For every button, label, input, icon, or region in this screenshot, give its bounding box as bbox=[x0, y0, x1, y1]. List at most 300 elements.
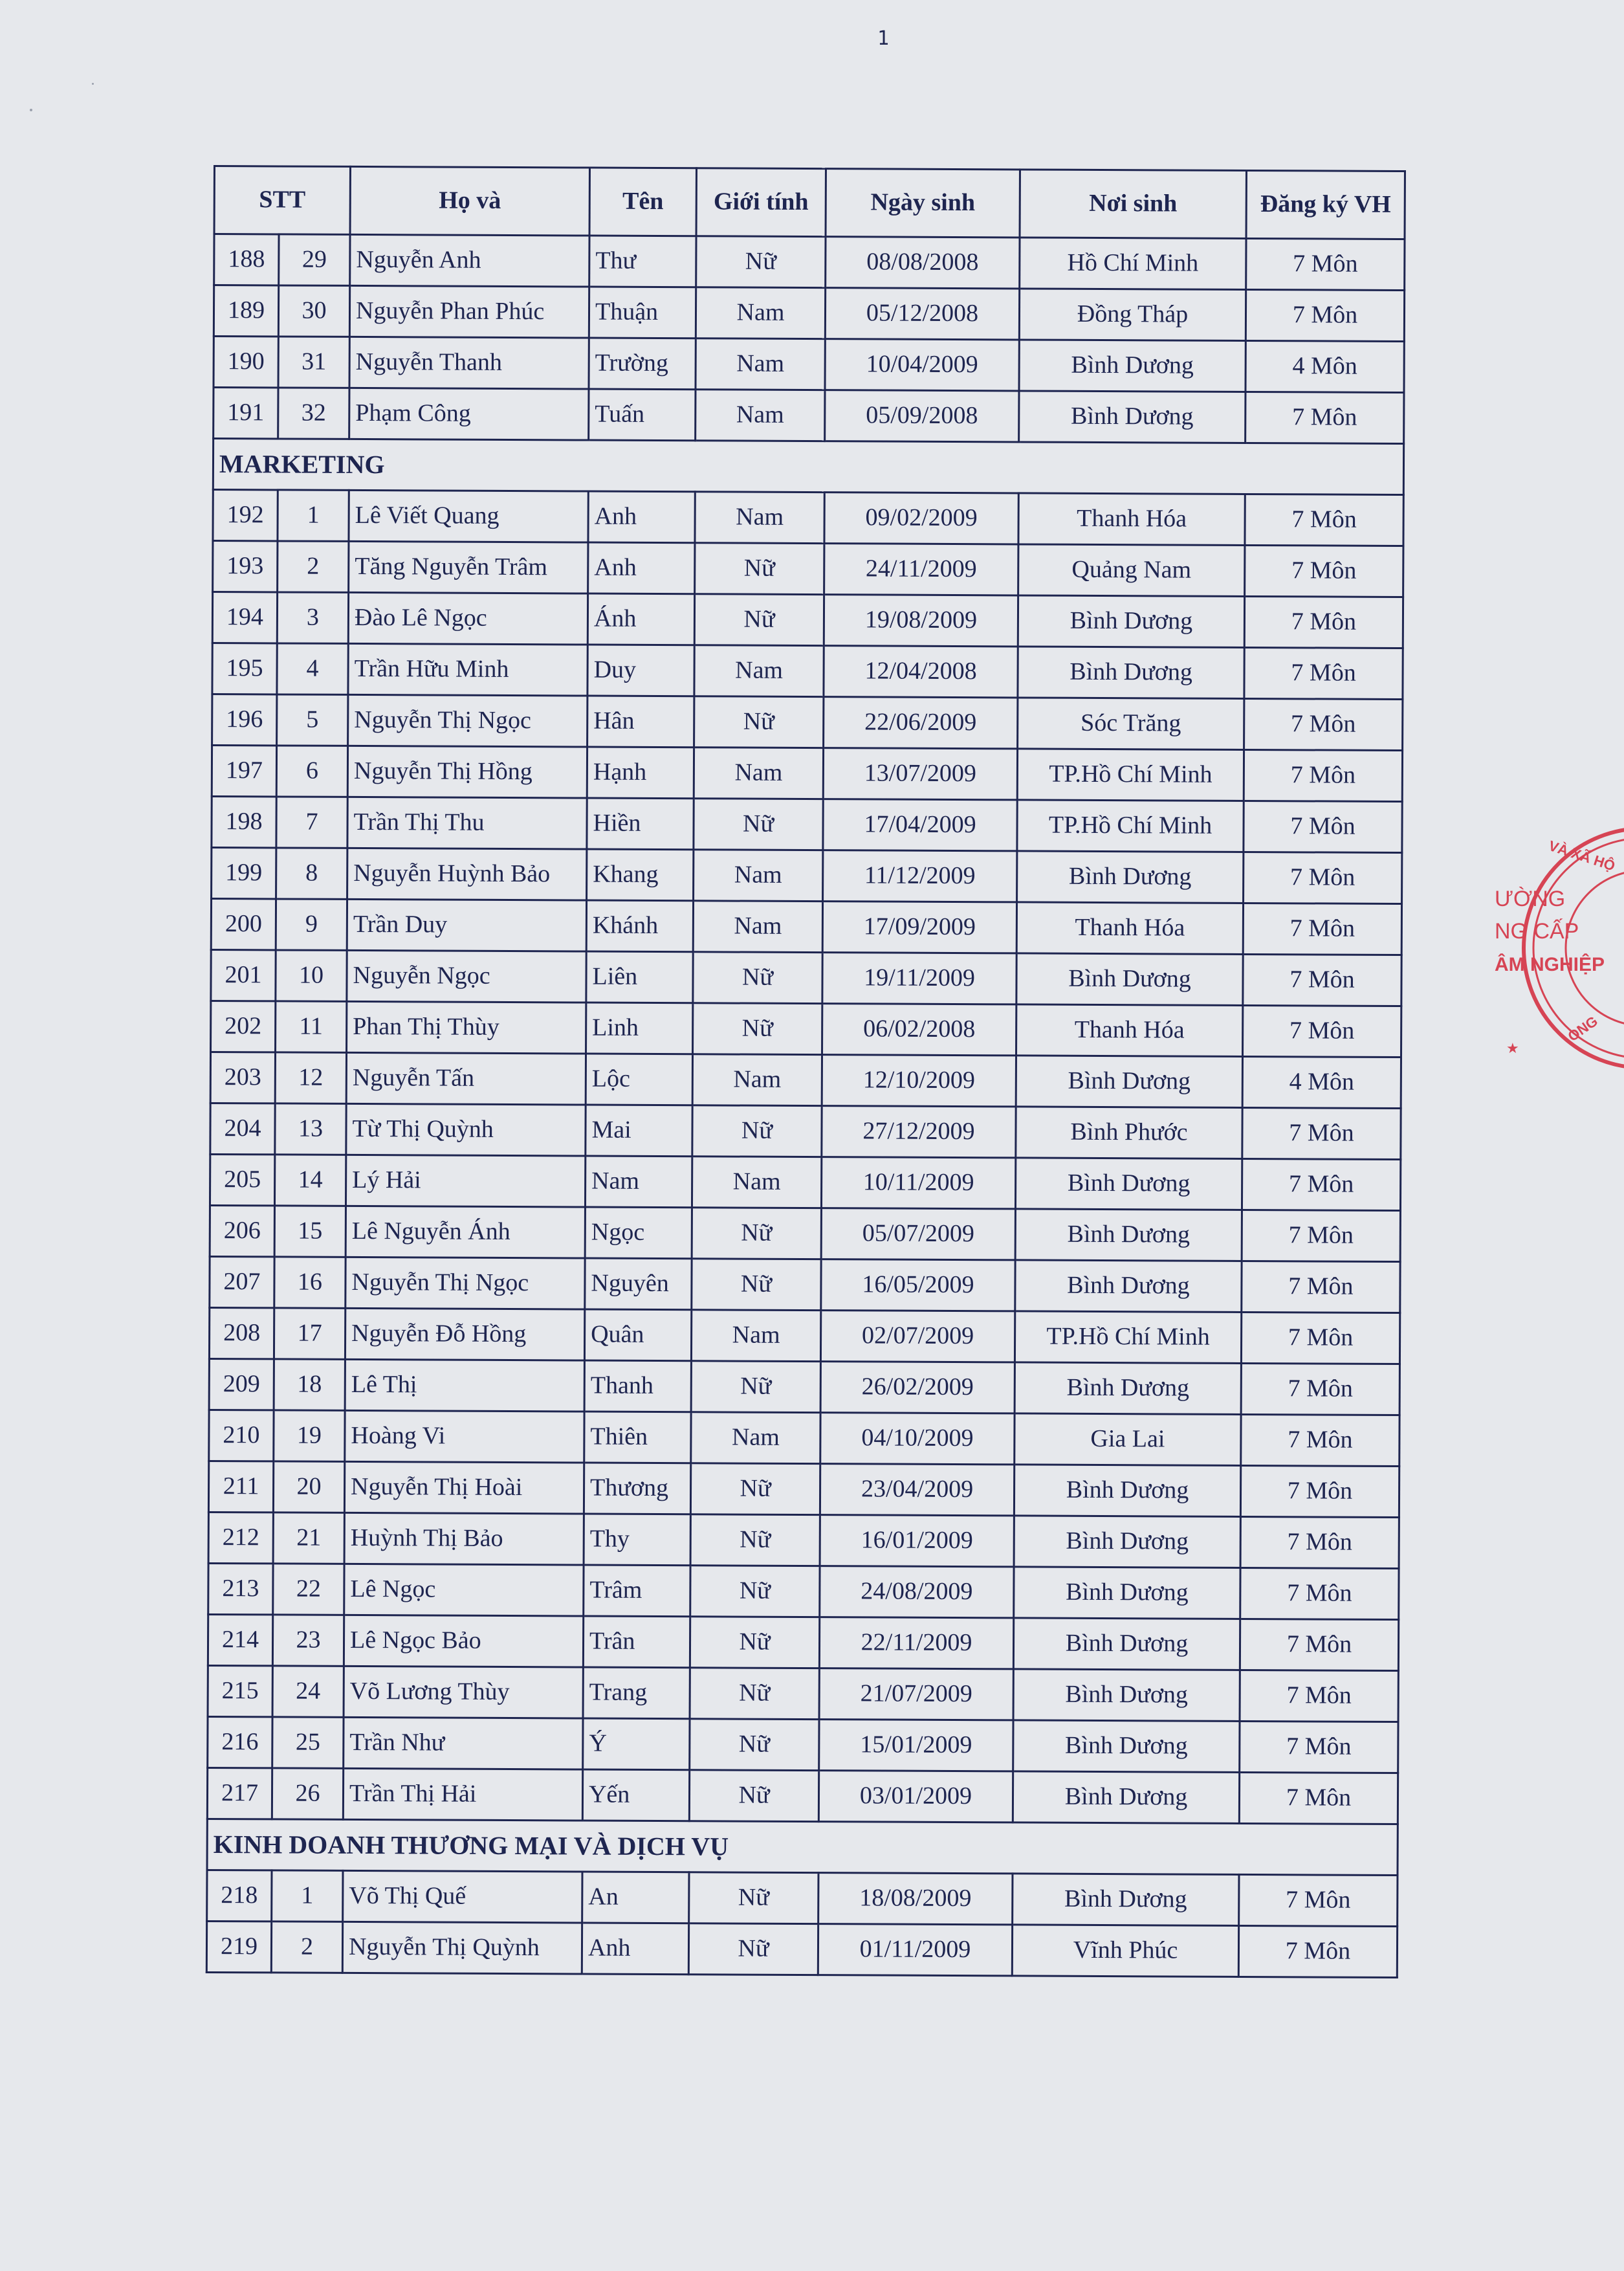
header-ngay-sinh: Ngày sinh bbox=[826, 169, 1020, 238]
cell-gioi-tinh: Nam bbox=[696, 338, 825, 390]
cell-noi-sinh: Bình Dương bbox=[1016, 1056, 1242, 1108]
cell-number: 22 bbox=[273, 1564, 344, 1615]
cell-stt: 198 bbox=[212, 796, 276, 847]
table-row bbox=[211, 949, 1401, 1006]
cell-dang-ky: 7 Môn bbox=[1244, 647, 1403, 699]
cell-number: 23 bbox=[272, 1615, 344, 1666]
table-row bbox=[212, 694, 1403, 750]
cell-dang-ky: 7 Môn bbox=[1244, 596, 1403, 648]
cell-dang-ky: 7 Môn bbox=[1243, 1005, 1401, 1057]
cell-stt: 216 bbox=[208, 1716, 272, 1767]
cell-noi-sinh: Bình Dương bbox=[1015, 1209, 1242, 1261]
header-ten: Tên bbox=[589, 168, 696, 236]
cell-ngay-sinh: 08/08/2008 bbox=[826, 237, 1020, 289]
cell-gioi-tinh: Nữ bbox=[689, 1770, 818, 1822]
cell-noi-sinh: TP.Hồ Chí Minh bbox=[1017, 800, 1244, 852]
table-row bbox=[207, 1767, 1398, 1824]
table-row bbox=[208, 1665, 1398, 1722]
cell-ten: Nguyên bbox=[585, 1258, 692, 1310]
cell-number: 21 bbox=[273, 1512, 344, 1564]
cell-ho-va: Trần Hữu Minh bbox=[348, 643, 587, 696]
cell-number: 4 bbox=[277, 643, 348, 694]
cell-dang-ky: 7 Môn bbox=[1239, 1772, 1398, 1824]
cell-noi-sinh: Bình Dương bbox=[1013, 1669, 1240, 1722]
table-row bbox=[210, 1256, 1400, 1313]
cell-gioi-tinh: Nữ bbox=[688, 1923, 818, 1975]
cell-gioi-tinh: Nữ bbox=[694, 594, 824, 646]
cell-noi-sinh: Vĩnh Phúc bbox=[1012, 1925, 1238, 1977]
cell-noi-sinh: Bình Dương bbox=[1015, 1362, 1241, 1415]
cell-number: 16 bbox=[274, 1257, 346, 1308]
cell-ten: Thiên bbox=[584, 1412, 691, 1463]
page-number: 1 bbox=[877, 27, 890, 50]
cell-number: 31 bbox=[278, 337, 349, 388]
cell-number: 7 bbox=[276, 797, 347, 848]
section-header-row bbox=[207, 1819, 1398, 1875]
cell-dang-ky: 7 Môn bbox=[1244, 698, 1403, 750]
cell-ngay-sinh: 16/01/2009 bbox=[820, 1515, 1014, 1567]
cell-stt: 196 bbox=[212, 694, 277, 745]
cell-stt: 219 bbox=[206, 1921, 271, 1972]
cell-number: 29 bbox=[279, 234, 350, 285]
cell-number: 18 bbox=[274, 1359, 345, 1410]
cell-stt: 193 bbox=[213, 541, 278, 592]
cell-dang-ky: 7 Môn bbox=[1240, 1670, 1398, 1722]
cell-noi-sinh: Bình Dương bbox=[1014, 1516, 1240, 1568]
cell-ten: Ngọc bbox=[585, 1207, 692, 1259]
cell-number: 32 bbox=[278, 388, 349, 439]
table-body bbox=[206, 234, 1405, 1978]
cell-stt: 199 bbox=[212, 847, 276, 898]
cell-dang-ky: 7 Môn bbox=[1238, 1925, 1397, 1977]
cell-ngay-sinh: 24/08/2009 bbox=[820, 1566, 1014, 1618]
cell-ho-va: Nguyễn Tấn bbox=[346, 1052, 586, 1105]
cell-dang-ky: 7 Môn bbox=[1245, 289, 1404, 341]
cell-noi-sinh: Đồng Tháp bbox=[1019, 289, 1245, 341]
cell-noi-sinh: Bình Dương bbox=[1015, 1260, 1242, 1313]
cell-number: 2 bbox=[271, 1922, 342, 1973]
cell-gioi-tinh: Nam bbox=[693, 901, 822, 953]
cell-number: 8 bbox=[276, 848, 347, 899]
cell-dang-ky: 7 Môn bbox=[1246, 238, 1405, 290]
cell-ten: Thy bbox=[584, 1514, 690, 1566]
cell-ngay-sinh: 09/02/2009 bbox=[824, 493, 1018, 544]
section-title: KINH DOANH THƯƠNG MẠI VÀ DỊCH VỤ bbox=[207, 1819, 1398, 1875]
cell-gioi-tinh: Nữ bbox=[690, 1719, 819, 1771]
cell-noi-sinh: Bình Dương bbox=[1013, 1720, 1240, 1773]
cell-gioi-tinh: Nữ bbox=[692, 1208, 821, 1259]
table-row bbox=[210, 1103, 1401, 1159]
cell-number: 24 bbox=[272, 1666, 344, 1717]
cell-noi-sinh: Bình Dương bbox=[1018, 647, 1244, 699]
table-row bbox=[209, 1410, 1399, 1466]
cell-ten: Liên bbox=[586, 951, 693, 1003]
table-row bbox=[208, 1461, 1399, 1517]
cell-dang-ky: 7 Môn bbox=[1243, 903, 1401, 955]
cell-ngay-sinh: 26/02/2009 bbox=[820, 1362, 1015, 1413]
cell-dang-ky: 7 Môn bbox=[1240, 1568, 1399, 1619]
cell-gioi-tinh: Nữ bbox=[696, 236, 826, 288]
table-row bbox=[214, 388, 1404, 444]
cell-ten: Trường bbox=[589, 338, 696, 390]
cell-number: 19 bbox=[274, 1410, 345, 1461]
cell-gioi-tinh: Nam bbox=[695, 492, 824, 544]
seal-line-1: ƯỜNG bbox=[1495, 887, 1566, 911]
table-row bbox=[211, 1001, 1401, 1057]
cell-ngay-sinh: 05/07/2009 bbox=[821, 1208, 1015, 1260]
seal-star-icon: ★ bbox=[1506, 1041, 1519, 1057]
cell-ho-va: Trần Như bbox=[344, 1717, 583, 1769]
cell-ten: Ý bbox=[583, 1718, 690, 1770]
cell-ten: Hiền bbox=[587, 798, 694, 850]
cell-stt: 203 bbox=[210, 1052, 275, 1103]
cell-ho-va: Nguyễn Đỗ Hồng bbox=[345, 1308, 584, 1360]
cell-noi-sinh: Thanh Hóa bbox=[1016, 1004, 1243, 1057]
cell-noi-sinh: Bình Dương bbox=[1013, 1618, 1240, 1670]
table-row bbox=[214, 234, 1405, 291]
header-dang-ky: Đăng ký VH bbox=[1246, 170, 1405, 239]
cell-noi-sinh: Thanh Hóa bbox=[1018, 493, 1245, 546]
school-seal-stamp bbox=[1495, 812, 1624, 1084]
cell-gioi-tinh: Nữ bbox=[690, 1514, 820, 1566]
section-title: MARKETING bbox=[213, 439, 1403, 495]
cell-stt: 217 bbox=[207, 1767, 272, 1819]
cell-gioi-tinh: Nam bbox=[691, 1310, 820, 1362]
cell-ngay-sinh: 01/11/2009 bbox=[818, 1924, 1012, 1976]
cell-ngay-sinh: 16/05/2009 bbox=[821, 1259, 1015, 1311]
cell-noi-sinh: Bình Dương bbox=[1019, 340, 1245, 392]
cell-noi-sinh: Bình Dương bbox=[1014, 1567, 1240, 1619]
table-row bbox=[209, 1358, 1399, 1415]
cell-gioi-tinh: Nữ bbox=[693, 1003, 822, 1055]
table-row bbox=[212, 745, 1402, 801]
cell-noi-sinh: Sóc Trăng bbox=[1018, 698, 1244, 750]
cell-ho-va: Nguyễn Thị Hồng bbox=[347, 746, 587, 798]
cell-ngay-sinh: 24/11/2009 bbox=[824, 544, 1018, 595]
cell-ngay-sinh: 19/11/2009 bbox=[822, 953, 1016, 1004]
table-row bbox=[206, 1921, 1397, 1977]
cell-gioi-tinh: Nam bbox=[696, 287, 825, 339]
cell-dang-ky: 7 Môn bbox=[1244, 749, 1402, 801]
cell-ten: Hân bbox=[587, 696, 694, 748]
cell-gioi-tinh: Nữ bbox=[690, 1463, 820, 1515]
cell-number: 5 bbox=[277, 694, 348, 746]
cell-noi-sinh: TP.Hồ Chí Minh bbox=[1017, 749, 1244, 801]
cell-number: 25 bbox=[272, 1717, 344, 1768]
seal-arc-text: VÀ XÃ HỘ bbox=[1546, 837, 1618, 874]
student-roster-table bbox=[206, 165, 1406, 1978]
cell-ten: Mai bbox=[586, 1105, 692, 1157]
cell-ho-va: Đào Lê Ngọc bbox=[348, 592, 587, 645]
cell-ngay-sinh: 22/11/2009 bbox=[819, 1617, 1013, 1669]
cell-ten: Anh bbox=[588, 491, 695, 543]
cell-ten: Thuận bbox=[589, 287, 696, 338]
cell-ho-va: Nguyễn Huỳnh Bảo bbox=[347, 848, 587, 900]
cell-noi-sinh: Thanh Hóa bbox=[1016, 902, 1243, 955]
cell-gioi-tinh: Nam bbox=[694, 748, 823, 799]
table-row bbox=[210, 1205, 1400, 1261]
table-row bbox=[208, 1563, 1399, 1619]
cell-ngay-sinh: 12/10/2009 bbox=[822, 1055, 1016, 1107]
cell-ho-va: Từ Thị Quỳnh bbox=[346, 1103, 586, 1156]
table-row bbox=[213, 490, 1403, 546]
table-row bbox=[208, 1614, 1398, 1670]
table-row bbox=[207, 1870, 1398, 1926]
seal-bottom-text: ONG bbox=[1564, 1012, 1601, 1045]
cell-ngay-sinh: 03/01/2009 bbox=[818, 1771, 1013, 1822]
cell-gioi-tinh: Nam bbox=[691, 1412, 820, 1464]
cell-ten: Anh bbox=[582, 1923, 688, 1975]
cell-stt: 195 bbox=[212, 643, 277, 694]
cell-ho-va: Lý Hải bbox=[346, 1155, 585, 1207]
cell-dang-ky: 7 Môn bbox=[1244, 801, 1402, 852]
cell-ngay-sinh: 12/04/2008 bbox=[824, 646, 1018, 698]
scan-speck bbox=[30, 109, 32, 111]
cell-dang-ky: 7 Môn bbox=[1245, 545, 1403, 597]
cell-ngay-sinh: 05/09/2008 bbox=[825, 390, 1019, 442]
cell-noi-sinh: Bình Dương bbox=[1018, 595, 1244, 648]
cell-stt: 197 bbox=[212, 745, 276, 796]
cell-dang-ky: 7 Môn bbox=[1242, 1158, 1400, 1210]
cell-dang-ky: 7 Môn bbox=[1242, 1107, 1401, 1159]
cell-ten: An bbox=[582, 1872, 689, 1923]
cell-ten: Duy bbox=[587, 645, 694, 696]
cell-number: 11 bbox=[276, 1001, 347, 1052]
table-row bbox=[209, 1307, 1399, 1364]
cell-ten: Trân bbox=[583, 1616, 690, 1668]
header-ho-va: Họ và bbox=[350, 166, 589, 236]
cell-number: 17 bbox=[274, 1308, 345, 1359]
cell-ho-va: Lê Thị bbox=[345, 1359, 584, 1412]
cell-ngay-sinh: 10/04/2009 bbox=[825, 339, 1019, 391]
cell-stt: 212 bbox=[208, 1512, 273, 1563]
table-row bbox=[212, 592, 1403, 648]
seal-line-3: ÂM NGHIỆP bbox=[1495, 954, 1605, 975]
table-row bbox=[212, 847, 1402, 903]
cell-noi-sinh: Quảng Nam bbox=[1018, 544, 1245, 597]
cell-dang-ky: 4 Môn bbox=[1242, 1056, 1401, 1108]
cell-ngay-sinh: 15/01/2009 bbox=[819, 1720, 1013, 1771]
cell-ho-va: Lê Nguyễn Ánh bbox=[346, 1206, 585, 1258]
cell-noi-sinh: Bình Phước bbox=[1016, 1107, 1242, 1159]
cell-ngay-sinh: 22/06/2009 bbox=[824, 697, 1018, 749]
cell-gioi-tinh: Nam bbox=[692, 1157, 821, 1208]
cell-number: 30 bbox=[278, 285, 349, 337]
table-row bbox=[210, 1052, 1401, 1108]
cell-ngay-sinh: 04/10/2009 bbox=[820, 1413, 1015, 1465]
cell-gioi-tinh: Nữ bbox=[690, 1617, 819, 1668]
cell-ngay-sinh: 06/02/2008 bbox=[822, 1004, 1016, 1056]
cell-dang-ky: 7 Môn bbox=[1244, 852, 1402, 903]
cell-ten: Linh bbox=[586, 1003, 693, 1054]
cell-ho-va: Nguyễn Thị Quỳnh bbox=[342, 1922, 582, 1974]
cell-ho-va: Lê Ngọc Bảo bbox=[344, 1615, 583, 1667]
header-stt: STT bbox=[214, 166, 350, 235]
cell-stt: 218 bbox=[207, 1870, 272, 1921]
table-row bbox=[212, 796, 1402, 852]
cell-ho-va: Nguyễn Anh bbox=[350, 234, 589, 287]
cell-ho-va: Nguyễn Phan Phúc bbox=[349, 285, 589, 338]
cell-stt: 201 bbox=[211, 949, 276, 1001]
cell-ho-va: Trần Duy bbox=[347, 899, 586, 951]
cell-dang-ky: 4 Môn bbox=[1245, 340, 1404, 392]
cell-gioi-tinh: Nữ bbox=[690, 1566, 820, 1617]
scan-speck bbox=[92, 83, 94, 85]
cell-ho-va: Nguyễn Thanh bbox=[349, 337, 589, 389]
cell-noi-sinh: Bình Dương bbox=[1019, 391, 1245, 443]
cell-gioi-tinh: Nữ bbox=[693, 952, 822, 1004]
cell-ho-va: Huỳnh Thị Bảo bbox=[344, 1512, 584, 1565]
cell-ho-va: Tăng Nguyễn Trâm bbox=[349, 541, 588, 593]
cell-number: 15 bbox=[274, 1206, 346, 1257]
table-row bbox=[214, 285, 1404, 342]
cell-ten: Trang bbox=[583, 1667, 690, 1719]
cell-ho-va: Nguyễn Thị Ngọc bbox=[346, 1257, 585, 1309]
cell-dang-ky: 7 Môn bbox=[1245, 494, 1403, 546]
cell-ten: Thương bbox=[584, 1463, 690, 1514]
cell-ten: Thư bbox=[589, 236, 696, 287]
cell-stt: 209 bbox=[209, 1358, 274, 1410]
cell-gioi-tinh: Nam bbox=[694, 850, 823, 902]
cell-gioi-tinh: Nam bbox=[692, 1054, 822, 1106]
cell-ho-va: Nguyễn Thị Ngọc bbox=[348, 694, 587, 747]
cell-ngay-sinh: 11/12/2009 bbox=[823, 850, 1017, 902]
table-row bbox=[211, 898, 1401, 955]
cell-ho-va: Võ Lương Thùy bbox=[344, 1666, 583, 1718]
cell-ten: Khang bbox=[587, 849, 694, 901]
cell-ten: Tuấn bbox=[589, 389, 696, 441]
cell-noi-sinh: Bình Dương bbox=[1013, 1771, 1239, 1824]
cell-dang-ky: 7 Môn bbox=[1240, 1516, 1399, 1568]
header-noi-sinh: Nơi sinh bbox=[1020, 170, 1246, 239]
cell-gioi-tinh: Nữ bbox=[694, 696, 824, 748]
cell-stt: 214 bbox=[208, 1614, 272, 1665]
cell-gioi-tinh: Nữ bbox=[692, 1259, 821, 1311]
cell-gioi-tinh: Nữ bbox=[692, 1105, 822, 1157]
cell-number: 12 bbox=[275, 1052, 346, 1103]
cell-number: 1 bbox=[272, 1870, 343, 1922]
cell-ho-va: Phan Thị Thùy bbox=[347, 1001, 586, 1054]
cell-gioi-tinh: Nam bbox=[696, 390, 825, 441]
cell-ngay-sinh: 17/04/2009 bbox=[823, 799, 1017, 851]
cell-stt: 189 bbox=[214, 285, 278, 337]
cell-noi-sinh: Bình Dương bbox=[1017, 851, 1244, 903]
cell-number: 10 bbox=[276, 950, 347, 1001]
cell-dang-ky: 7 Môn bbox=[1240, 1465, 1399, 1517]
cell-number: 9 bbox=[276, 899, 347, 950]
cell-ho-va: Phạm Công bbox=[349, 388, 589, 440]
cell-stt: 211 bbox=[208, 1461, 273, 1512]
cell-gioi-tinh: Nữ bbox=[694, 799, 823, 850]
cell-dang-ky: 7 Môn bbox=[1241, 1363, 1399, 1415]
cell-ngay-sinh: 18/08/2009 bbox=[818, 1873, 1013, 1925]
cell-dang-ky: 7 Môn bbox=[1245, 392, 1404, 443]
cell-ngay-sinh: 27/12/2009 bbox=[822, 1106, 1016, 1158]
cell-stt: 210 bbox=[209, 1410, 274, 1461]
cell-gioi-tinh: Nữ bbox=[695, 543, 824, 595]
cell-ho-va: Võ Thị Quế bbox=[343, 1870, 582, 1923]
cell-noi-sinh: Bình Dương bbox=[1016, 953, 1243, 1006]
cell-ho-va: Trần Thị Hải bbox=[343, 1768, 582, 1821]
table-row bbox=[210, 1154, 1400, 1210]
cell-stt: 188 bbox=[214, 234, 279, 285]
cell-stt: 204 bbox=[210, 1103, 275, 1154]
cell-ho-va: Lê Viết Quang bbox=[349, 490, 588, 542]
cell-stt: 206 bbox=[210, 1205, 274, 1256]
cell-ho-va: Nguyễn Thị Hoài bbox=[344, 1461, 584, 1514]
cell-stt: 205 bbox=[210, 1154, 274, 1205]
cell-noi-sinh: TP.Hồ Chí Minh bbox=[1015, 1311, 1241, 1364]
cell-ten: Ánh bbox=[587, 593, 694, 645]
table-row bbox=[212, 643, 1403, 699]
cell-number: 3 bbox=[277, 592, 348, 643]
cell-ho-va: Hoàng Vi bbox=[345, 1410, 584, 1463]
cell-noi-sinh: Bình Dương bbox=[1014, 1465, 1240, 1517]
cell-ngay-sinh: 21/07/2009 bbox=[819, 1668, 1013, 1720]
cell-ten: Yến bbox=[582, 1769, 689, 1821]
cell-number: 2 bbox=[278, 541, 349, 592]
cell-ten: Quân bbox=[584, 1309, 691, 1361]
cell-number: 26 bbox=[272, 1768, 343, 1819]
cell-ngay-sinh: 05/12/2008 bbox=[825, 288, 1019, 340]
cell-ngay-sinh: 19/08/2009 bbox=[824, 595, 1018, 647]
cell-gioi-tinh: Nữ bbox=[691, 1361, 820, 1413]
cell-stt: 213 bbox=[208, 1563, 273, 1614]
cell-ten: Anh bbox=[588, 542, 695, 594]
cell-ngay-sinh: 23/04/2009 bbox=[820, 1464, 1014, 1516]
cell-ten: Lộc bbox=[586, 1054, 692, 1105]
table-row bbox=[208, 1716, 1398, 1773]
cell-stt: 194 bbox=[212, 592, 277, 643]
table-header-row bbox=[214, 166, 1405, 239]
cell-ten: Trâm bbox=[584, 1565, 690, 1617]
table-row bbox=[208, 1512, 1399, 1568]
cell-number: 20 bbox=[273, 1461, 344, 1512]
table-row bbox=[214, 337, 1404, 393]
cell-dang-ky: 7 Môn bbox=[1239, 1874, 1398, 1926]
cell-stt: 208 bbox=[209, 1307, 274, 1358]
cell-dang-ky: 7 Môn bbox=[1241, 1312, 1399, 1364]
cell-dang-ky: 7 Môn bbox=[1243, 954, 1401, 1006]
cell-dang-ky: 7 Môn bbox=[1240, 1619, 1398, 1670]
cell-number: 6 bbox=[276, 746, 347, 797]
cell-stt: 215 bbox=[208, 1665, 272, 1716]
cell-noi-sinh: Gia Lai bbox=[1015, 1413, 1241, 1466]
cell-ten: Nam bbox=[585, 1156, 692, 1208]
cell-dang-ky: 7 Môn bbox=[1242, 1210, 1400, 1261]
cell-noi-sinh: Bình Dương bbox=[1015, 1158, 1242, 1210]
cell-number: 1 bbox=[278, 490, 349, 541]
cell-stt: 191 bbox=[214, 388, 278, 439]
cell-stt: 192 bbox=[213, 490, 278, 541]
cell-ngay-sinh: 02/07/2009 bbox=[820, 1311, 1015, 1362]
cell-stt: 190 bbox=[214, 337, 278, 388]
seal-line-2: NG CẤP bbox=[1495, 919, 1579, 944]
cell-number: 13 bbox=[275, 1103, 346, 1155]
cell-number: 14 bbox=[274, 1155, 346, 1206]
cell-dang-ky: 7 Môn bbox=[1242, 1261, 1400, 1313]
cell-ngay-sinh: 10/11/2009 bbox=[821, 1157, 1015, 1209]
cell-stt: 207 bbox=[210, 1256, 274, 1307]
table-row bbox=[213, 541, 1403, 597]
cell-gioi-tinh: Nữ bbox=[690, 1668, 819, 1720]
cell-ten: Thanh bbox=[584, 1360, 691, 1412]
header-gioi-tinh: Giới tính bbox=[696, 168, 826, 237]
cell-stt: 202 bbox=[211, 1001, 276, 1052]
cell-gioi-tinh: Nam bbox=[694, 645, 824, 697]
cell-noi-sinh: Bình Dương bbox=[1013, 1874, 1239, 1926]
cell-dang-ky: 7 Môn bbox=[1240, 1721, 1398, 1773]
